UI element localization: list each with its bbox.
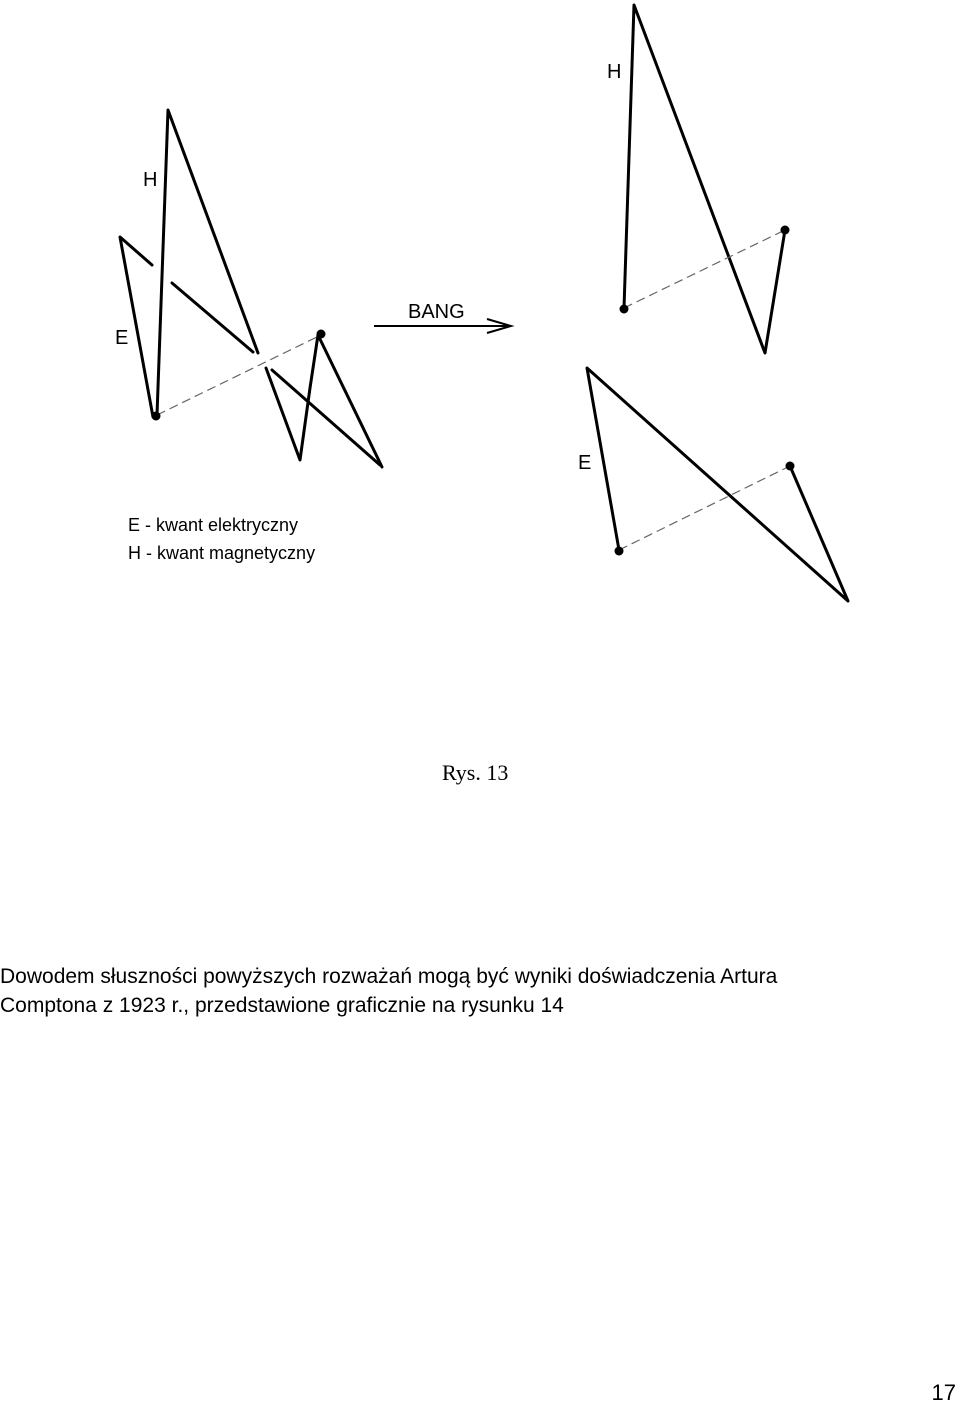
right-h-label: H — [607, 61, 622, 83]
left-dot-bottom — [152, 412, 161, 421]
left-e-quantum-segment — [172, 283, 253, 352]
figure-caption: Rys. 13 — [442, 760, 509, 785]
left-dot-top — [317, 330, 326, 339]
left-dashed-link — [157, 335, 321, 415]
page-number: 17 — [931, 1380, 956, 1405]
left-h-quantum-shape — [157, 110, 258, 415]
right-lower-dot-right — [786, 462, 795, 471]
right-upper-dot-right — [781, 226, 790, 235]
right-upper-dot-left — [620, 305, 629, 314]
body-paragraph — [0, 962, 940, 1020]
legend-line-e: E - kwant elektryczny — [128, 515, 299, 535]
right-e-quantum-shape — [587, 368, 848, 601]
left-h-label: H — [143, 169, 158, 191]
right-upper-dashed-link — [624, 230, 785, 308]
right-e-label: E — [578, 452, 592, 474]
bang-label: BANG — [408, 301, 465, 323]
legend-line-h: H - kwant magnetyczny — [128, 543, 316, 563]
left-e-label: E — [115, 327, 129, 349]
right-lower-dashed-link — [619, 466, 790, 550]
figure-rys-13 — [0, 0, 960, 620]
left-e-quantum-segment-2 — [272, 370, 380, 465]
paragraph-line-1: Dowodem słuszności powyższych rozważań mogą być wyniki doświadczenia Artura — [0, 965, 778, 988]
right-lower-dot-left — [615, 547, 624, 556]
right-h-quantum-shape — [624, 5, 785, 353]
paragraph-line-2: Comptona z 1923 r., przedstawione graficznie na rysunku 14 — [0, 994, 564, 1017]
left-h-quantum-shape-continued — [266, 335, 382, 467]
